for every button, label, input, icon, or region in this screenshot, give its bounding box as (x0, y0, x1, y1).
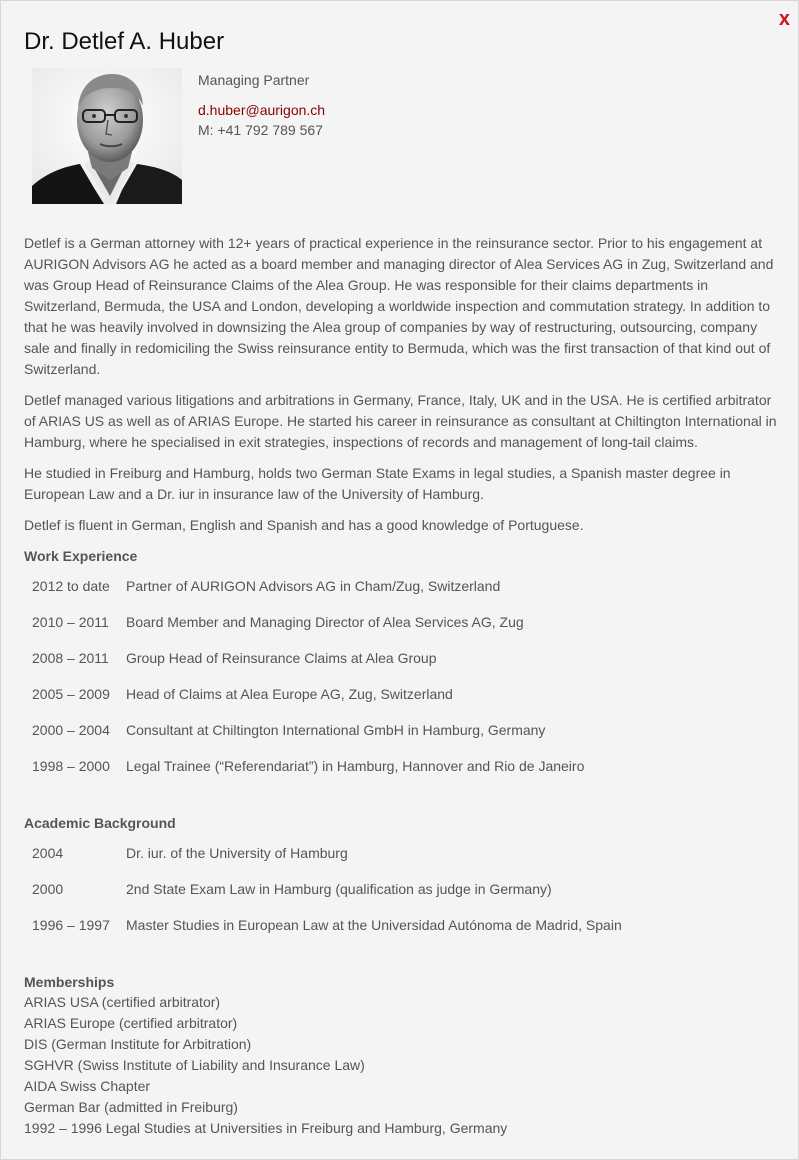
table-row (32, 640, 584, 676)
list-item: AIDA Swiss Chapter (24, 1078, 151, 1094)
list-item: German Bar (admitted in Freiburg) (24, 1099, 238, 1115)
table-row (32, 835, 622, 871)
list-item: SGHVR (Swiss Institute of Liability and Insurance Law) (24, 1057, 365, 1073)
table-row (32, 568, 584, 604)
work-experience-table (32, 568, 584, 784)
list-item: DIS (German Institute for Arbitration) (24, 1036, 252, 1052)
description-cell: Head of Claims at Alea Europe AG, Zug, Switzerland (126, 686, 453, 702)
memberships-section (24, 972, 507, 1139)
table-row (32, 748, 584, 784)
work-experience-section (24, 546, 584, 784)
section-title: Memberships (24, 974, 115, 990)
email-link[interactable]: d.huber@aurigon.ch (198, 102, 326, 118)
description-cell: Group Head of Reinsurance Claims at Alea Group (126, 650, 437, 666)
memberships-list (24, 992, 507, 1139)
section-title: Work Experience (24, 548, 138, 564)
person-name: Dr. Detlef A. Huber (24, 28, 225, 55)
period-cell: 2000 (32, 881, 64, 897)
list-item: 1992 – 1996 Legal Studies at Universities in Freiburg and Hamburg, Germany (24, 1120, 508, 1136)
bio-paragraph: Detlef is a German attorney with 12+ years of practical experience in the reinsurance sector. Prior to his engagement at AURIGON Advisors AG he acted as a board member and managing director of Alea Services AG in Zug, Switzerland and was Group Head of Reinsurance Claims of the Alea Group. He was responsible for their claims departments in Switzerland, Bermuda, the USA and London, developing a worldwide inspection and commutation strategy. In addition to that he was heavily involved in downsizing the Alea group of companies by way of restructuring, outsourcing, company sale and finally in redomiciling the Swiss reinsurance entity to Bermuda, which was the first transaction of that kind out of Switzerland. (24, 235, 774, 377)
contact-block (198, 70, 325, 140)
job-title: Managing Partner (198, 72, 310, 88)
table-row (32, 604, 584, 640)
bio-paragraph: Detlef managed various litigations and arbitrations in Germany, France, Italy, UK and in the USA. He is certified arbitrator of ARIAS US as well as of ARIAS Europe. He started his career in reinsurance as consultant at Chiltington International in Hamburg, where he specialised in exit strategies, inspections of records and management of long-tail claims. (24, 392, 777, 450)
period-cell: 1998 – 2000 (32, 758, 110, 774)
academic-background-table (32, 835, 622, 943)
description-cell: Legal Trainee (“Referendariat”) in Hamburg, Hannover and Rio de Janeiro (126, 758, 585, 774)
mobile-number: M: +41 792 789 567 (198, 122, 323, 138)
biography (24, 233, 780, 546)
table-row (32, 676, 584, 712)
close-icon[interactable]: x (778, 8, 790, 30)
table-row (32, 712, 584, 748)
description-cell: Board Member and Managing Director of Alea Services AG, Zug (126, 614, 524, 630)
description-cell: Consultant at Chiltington International GmbH in Hamburg, Germany (126, 722, 546, 738)
period-cell: 2012 to date (32, 578, 110, 594)
description-cell: 2nd State Exam Law in Hamburg (qualification as judge in Germany) (126, 881, 552, 897)
description-cell: Master Studies in European Law at the Universidad Autónoma de Madrid, Spain (126, 917, 622, 933)
period-cell: 2010 – 2011 (32, 614, 109, 630)
academic-background-section (24, 813, 622, 943)
table-row (32, 907, 622, 943)
period-cell: 2008 – 2011 (32, 650, 109, 666)
section-title: Academic Background (24, 815, 176, 831)
period-cell: 2000 – 2004 (32, 722, 110, 738)
portrait-photo (32, 68, 182, 204)
period-cell: 2004 (32, 845, 64, 861)
bio-paragraph: Detlef is fluent in German, English and Spanish and has a good knowledge of Portuguese. (24, 517, 584, 533)
description-cell: Partner of AURIGON Advisors AG in Cham/Zug, Switzerland (126, 578, 501, 594)
period-cell: 2005 – 2009 (32, 686, 110, 702)
bio-paragraph: He studied in Freiburg and Hamburg, holds two German State Exams in legal studies, a Spanish master degree in European Law and a Dr. iur in insurance law of the University of Hamburg. (24, 465, 731, 502)
table-row (32, 871, 622, 907)
period-cell: 1996 – 1997 (32, 917, 110, 933)
list-item: ARIAS USA (certified arbitrator) (24, 994, 221, 1010)
description-cell: Dr. iur. of the University of Hamburg (126, 845, 348, 861)
list-item: ARIAS Europe (certified arbitrator) (24, 1015, 238, 1031)
